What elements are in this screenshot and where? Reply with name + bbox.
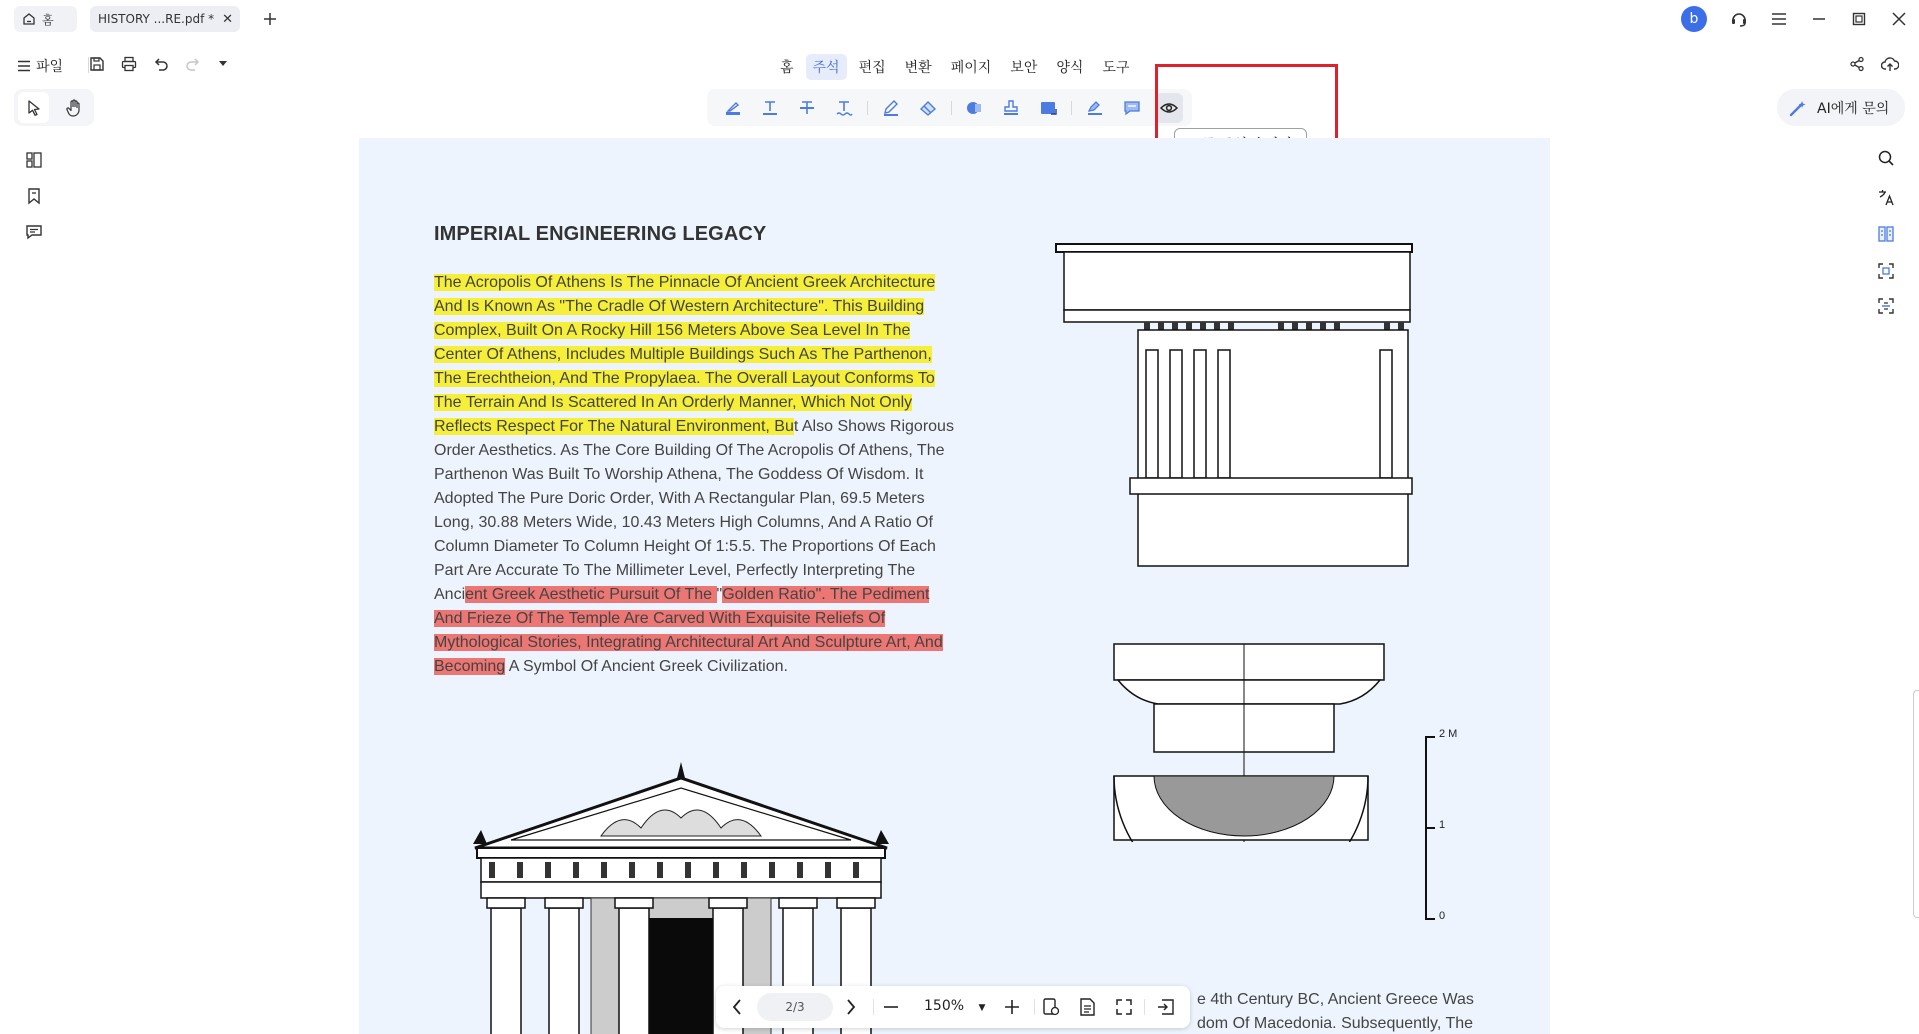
menu-page[interactable]: 페이지 bbox=[950, 60, 992, 76]
close-icon[interactable]: ✕ bbox=[222, 11, 234, 27]
menu-button[interactable] bbox=[1763, 3, 1795, 35]
menu-form[interactable]: 양식 bbox=[1056, 60, 1084, 76]
comment-icon bbox=[1123, 99, 1141, 117]
chevron-right-icon bbox=[846, 999, 856, 1015]
fit-page-button[interactable] bbox=[1040, 996, 1062, 1018]
hand-tool-button[interactable] bbox=[58, 92, 89, 123]
restore-button[interactable] bbox=[1843, 3, 1875, 35]
text-line: e 4th Century BC, Ancient Greece Was bbox=[1197, 991, 1474, 1008]
page-text-continued bbox=[1197, 988, 1474, 1034]
tab-home[interactable] bbox=[14, 6, 77, 32]
comments-panel-button[interactable] bbox=[18, 216, 50, 248]
squiggly-tool[interactable] bbox=[830, 93, 858, 123]
underline-tool[interactable] bbox=[756, 93, 784, 123]
expand-icon bbox=[1115, 998, 1133, 1016]
comment-tool[interactable] bbox=[1118, 93, 1146, 123]
zoom-value: 150% bbox=[924, 998, 965, 1014]
plus-icon bbox=[263, 12, 277, 26]
strikethrough-tool[interactable] bbox=[793, 93, 821, 123]
next-page-button[interactable] bbox=[840, 996, 862, 1018]
ai-assistant-label: AI에게 문의 bbox=[1817, 100, 1890, 117]
left-panel-rail bbox=[14, 140, 54, 250]
signature-tool[interactable] bbox=[1081, 93, 1109, 123]
share-icon bbox=[1849, 56, 1865, 72]
cloud-upload-button[interactable] bbox=[1874, 48, 1906, 80]
annotation-toolbar bbox=[707, 89, 1192, 126]
divider bbox=[951, 101, 952, 115]
divider bbox=[873, 999, 874, 1015]
scale-tick bbox=[1425, 827, 1435, 829]
ai-sparkle-icon bbox=[1789, 99, 1807, 117]
menu-annotate[interactable]: 주석 bbox=[806, 54, 847, 80]
home-icon bbox=[22, 12, 36, 26]
eraser-icon bbox=[919, 99, 937, 117]
zoom-in-button[interactable] bbox=[1001, 996, 1023, 1018]
close-icon bbox=[1892, 12, 1906, 26]
avatar[interactable]: b bbox=[1681, 6, 1707, 32]
page-number-input[interactable]: 2/3 bbox=[757, 993, 833, 1021]
support-button[interactable] bbox=[1723, 3, 1755, 35]
scale-label: 2 M bbox=[1439, 728, 1458, 740]
scale-tick bbox=[1425, 918, 1435, 920]
hamburger-icon bbox=[17, 60, 31, 72]
screenshot-button[interactable] bbox=[1870, 255, 1902, 287]
highlight-annotation-yellow[interactable]: The Acropolis Of Athens Is The Pinnacle Of Ancient Greek Architecture And Is Known As "The Cradle Of Western Architecture". This Building Complex, Built On A Rocky Hill 156 Meters Above Sea Level In The Center Of Athens, Includes Multiple Buildings Such As The Parthenon, The Erechtheion, And The Propylaea. The Overall Layout Conforms To The Terrain And Is Scattered In An Orderly Manner, Which Not Only Reflects Respect For The Natural Environment, Bu bbox=[434, 274, 936, 435]
redo-button[interactable] bbox=[177, 48, 209, 80]
caret-down-icon: ▼ bbox=[978, 1003, 986, 1013]
hamburger-icon bbox=[1771, 12, 1787, 26]
tab-document-label: HISTORY ...RE.pdf * bbox=[98, 12, 215, 26]
shape-tool[interactable] bbox=[961, 93, 989, 123]
exit-view-button[interactable] bbox=[1155, 996, 1177, 1018]
menu-tools[interactable]: 도구 bbox=[1102, 60, 1130, 76]
doric-column-illustration bbox=[1054, 242, 1414, 842]
save-button[interactable] bbox=[81, 48, 113, 80]
pencil-icon bbox=[882, 99, 900, 117]
divider bbox=[1034, 999, 1035, 1015]
ai-assistant-button[interactable] bbox=[1777, 89, 1905, 126]
file-menu-label: 파일 bbox=[36, 59, 64, 75]
menu-home[interactable]: 홈 bbox=[780, 60, 794, 76]
paragraph-text-end: A Symbol Of Ancient Greek Civilization. bbox=[505, 658, 788, 675]
document-paragraph bbox=[434, 271, 954, 679]
pdf-page bbox=[359, 138, 1550, 1034]
bookmarks-button[interactable] bbox=[18, 180, 50, 212]
paragraph-text: t Also Shows Rigorous Order Aesthetics. As The Core Building Of The Acropolis Of Athens, The Parthenon Was Built To Worship Athena, The Goddess Of Wisdom. It Adopted The Pure Doric Order, With A Rectangular Plan, 69.5 Meters Long, 30.88 Meters Wide, 10.43 Meters High Columns, And A Ratio Of Column Diameter To Column Height Of 1:5.5. The Proportions Of Each Part Are Accurate To The Millimeter Level, Perfectly Interpreting The Anci bbox=[434, 418, 954, 603]
undo-button[interactable] bbox=[145, 48, 177, 80]
prev-page-button[interactable] bbox=[726, 996, 748, 1018]
scrollbar[interactable] bbox=[1913, 690, 1919, 918]
translate-icon bbox=[1877, 188, 1895, 206]
zoom-out-button[interactable] bbox=[880, 996, 902, 1018]
tab-home-label: 홈 bbox=[42, 12, 54, 27]
scale-label: 1 bbox=[1439, 819, 1446, 831]
headset-icon bbox=[1730, 10, 1748, 28]
redo-icon bbox=[185, 56, 201, 72]
quote-mark: " bbox=[716, 586, 723, 603]
area-highlight-icon bbox=[1039, 99, 1057, 117]
compare-icon bbox=[1877, 225, 1895, 243]
page-layout-button[interactable] bbox=[1077, 996, 1099, 1018]
cursor-tool-group bbox=[14, 89, 94, 126]
bookmark-icon bbox=[26, 187, 42, 205]
highlight-annotation-red-continued[interactable]: Golden Ratio". The Pediment And Frieze Of The Temple Are Carved With Exquisite Reliefs Of Mythological Stories, Integrating Architectural Art And Sculpture Art, And Becoming bbox=[434, 586, 943, 675]
pencil-tool[interactable] bbox=[877, 93, 905, 123]
stamp-icon bbox=[1002, 99, 1020, 117]
divider bbox=[1071, 101, 1072, 115]
eraser-tool[interactable] bbox=[914, 93, 942, 123]
squiggly-icon bbox=[835, 99, 853, 117]
pointer-icon bbox=[27, 100, 41, 116]
document-title: IMPERIAL ENGINEERING LEGACY bbox=[434, 223, 767, 245]
minimize-button[interactable] bbox=[1803, 3, 1835, 35]
strikethrough-icon bbox=[798, 99, 816, 117]
scale-label: 0 bbox=[1439, 910, 1446, 922]
ocr-scan-icon bbox=[1877, 297, 1895, 315]
highlight-tool[interactable] bbox=[719, 93, 747, 123]
printer-icon bbox=[121, 56, 137, 72]
highlight-annotation-red[interactable]: ent Greek Aesthetic Pursuit Of The bbox=[465, 586, 717, 603]
highlighter-icon bbox=[724, 99, 742, 117]
share-button[interactable] bbox=[1841, 48, 1873, 80]
file-menu[interactable] bbox=[17, 56, 63, 76]
page-navigation-bar bbox=[716, 986, 1190, 1028]
screenshot-icon bbox=[1877, 262, 1895, 280]
cloud-upload-icon bbox=[1881, 56, 1899, 72]
menu-edit[interactable]: 편집 bbox=[858, 60, 886, 76]
minimize-icon bbox=[1812, 12, 1826, 26]
menu-convert[interactable]: 변환 bbox=[904, 60, 932, 76]
fullscreen-button[interactable] bbox=[1113, 996, 1135, 1018]
signature-icon bbox=[1086, 99, 1104, 117]
thumbnails-icon bbox=[25, 151, 43, 169]
thumbnails-button[interactable] bbox=[18, 144, 50, 176]
page-view-icon bbox=[1041, 997, 1061, 1017]
search-button[interactable] bbox=[1870, 142, 1902, 174]
new-tab-button[interactable] bbox=[254, 3, 286, 35]
zoom-level[interactable] bbox=[924, 998, 985, 1014]
document-icon bbox=[1078, 997, 1098, 1017]
translate-button[interactable] bbox=[1870, 181, 1902, 213]
text-line: dom Of Macedonia. Subsequently, The bbox=[1197, 1015, 1474, 1032]
divider bbox=[1144, 999, 1145, 1015]
caret-down-icon bbox=[218, 60, 228, 68]
divider bbox=[867, 101, 868, 115]
restore-icon bbox=[1852, 12, 1866, 26]
comment-icon bbox=[25, 223, 43, 241]
shapes-icon bbox=[965, 99, 983, 117]
menu-security[interactable]: 보안 bbox=[1010, 60, 1038, 76]
select-tool-button[interactable] bbox=[18, 92, 49, 123]
undo-icon bbox=[153, 56, 169, 72]
quick-access-dropdown[interactable] bbox=[209, 48, 237, 80]
compare-button[interactable] bbox=[1870, 218, 1902, 250]
ocr-button[interactable] bbox=[1870, 290, 1902, 322]
chevron-left-icon bbox=[732, 999, 742, 1015]
save-icon bbox=[89, 56, 105, 72]
right-panel-rail bbox=[1866, 140, 1906, 325]
minus-icon bbox=[883, 999, 899, 1015]
search-icon bbox=[1877, 149, 1895, 167]
tab-document[interactable] bbox=[90, 6, 240, 32]
text-underline-icon bbox=[761, 99, 779, 117]
print-button[interactable] bbox=[113, 48, 145, 80]
plus-icon bbox=[1004, 999, 1020, 1015]
main-menu bbox=[773, 54, 1141, 80]
close-window-button[interactable] bbox=[1883, 3, 1915, 35]
area-tool[interactable] bbox=[1034, 93, 1062, 123]
panel-collapse-icon bbox=[1157, 998, 1175, 1016]
stamp-tool[interactable] bbox=[997, 93, 1025, 123]
hand-icon bbox=[66, 99, 82, 117]
scale-tick bbox=[1425, 736, 1435, 738]
